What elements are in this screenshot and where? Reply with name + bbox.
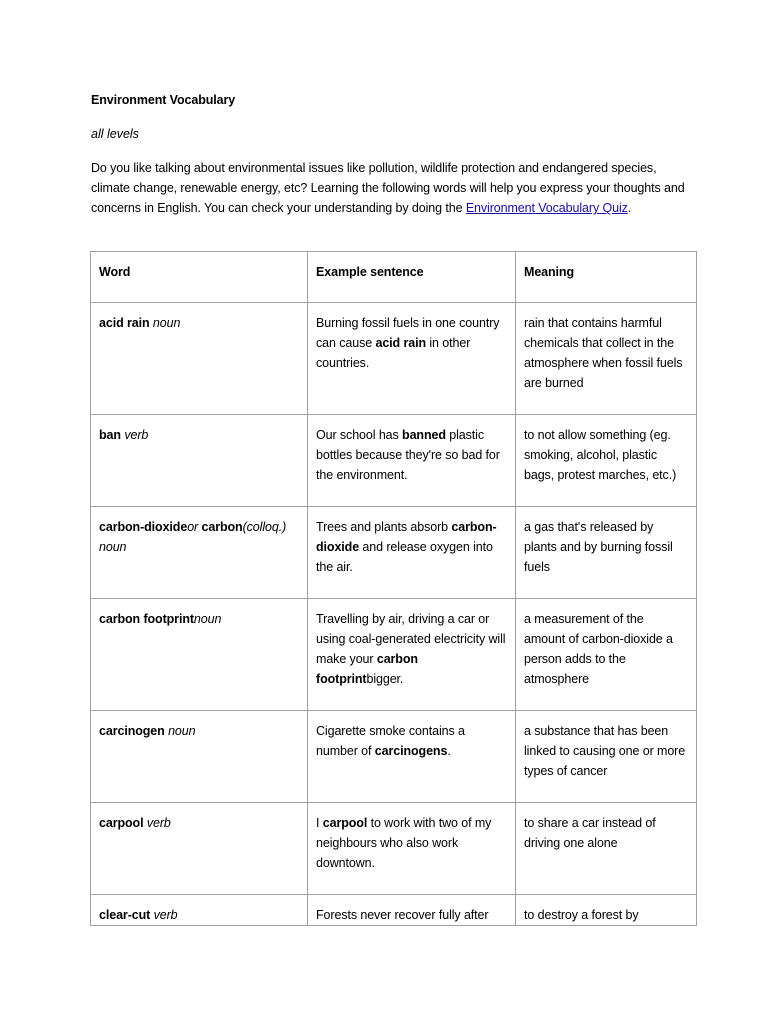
meaning-cell: a substance that has been linked to causing one or more types of cancer xyxy=(516,711,697,803)
intro-text-end: . xyxy=(627,201,632,215)
word-cell xyxy=(91,711,308,803)
word-term: carbon-dioxide xyxy=(99,520,188,534)
part-of-speech: verb xyxy=(153,908,178,922)
table-row xyxy=(91,711,697,803)
meaning-cell: to share a car instead of driving one alone xyxy=(516,803,697,895)
word-note: (colloq.) xyxy=(242,520,287,534)
part-of-speech: noun xyxy=(168,724,196,738)
example-cell xyxy=(308,711,516,803)
example-text: and release oxygen into the air. xyxy=(316,540,493,574)
part-of-speech: noun xyxy=(152,316,181,330)
word-cell xyxy=(91,303,308,415)
example-term: acid rain xyxy=(375,336,426,350)
example-text: Forests never recover fully after xyxy=(316,908,489,922)
word-term: carcinogen xyxy=(99,724,165,738)
word-alternative: carbon xyxy=(201,520,243,534)
quiz-link[interactable]: Environment Vocabulary Quiz xyxy=(465,201,628,215)
word-cell xyxy=(91,803,308,895)
example-cell xyxy=(308,507,516,599)
example-text: to work with two of my neighbours who also work downtown. xyxy=(316,816,492,870)
part-of-speech: noun xyxy=(99,540,127,554)
table-row xyxy=(91,803,697,895)
example-text: . xyxy=(447,744,451,758)
example-cell xyxy=(308,415,516,507)
page-title: Environment Vocabulary xyxy=(91,93,236,107)
vocabulary-table xyxy=(90,251,697,926)
meaning-cell: rain that contains harmful chemicals that collect in the atmosphere when fossil fuels are burned xyxy=(516,303,697,415)
word-cell xyxy=(91,599,308,711)
word-cell xyxy=(91,415,308,507)
example-text: I xyxy=(316,816,323,830)
example-text: Burning fossil fuels in one country can cause xyxy=(316,316,500,350)
part-of-speech: noun xyxy=(193,612,222,626)
example-text: Cigarette smoke contains a number of xyxy=(316,724,465,758)
example-text: Trees and plants absorb xyxy=(316,520,452,534)
example-text: Travelling by air, driving a car or using coal-generated electricity will make your xyxy=(316,612,506,666)
meaning-cell: a gas that's released by plants and by burning fossil fuels xyxy=(516,507,697,599)
example-term: carbon footprint xyxy=(316,652,418,686)
word-separator: or xyxy=(187,520,202,534)
header-example: Example sentence xyxy=(308,252,516,303)
example-text: bigger. xyxy=(366,672,404,686)
table-row xyxy=(91,507,697,599)
table-row xyxy=(91,415,697,507)
word-term: acid rain xyxy=(99,316,150,330)
word-term: carbon footprint xyxy=(99,612,194,626)
example-cell xyxy=(308,803,516,895)
example-cell xyxy=(308,303,516,415)
example-term: carbon-dioxide xyxy=(316,520,497,554)
table-row xyxy=(91,303,697,415)
table-row xyxy=(91,599,697,711)
intro-paragraph xyxy=(91,158,691,218)
meaning-cell: to not allow something (eg. smoking, alcohol, plastic bags, protest marches, etc.) xyxy=(516,415,697,507)
example-text: in other countries. xyxy=(316,336,471,370)
word-cell xyxy=(91,507,308,599)
meaning-cell: to destroy a forest by xyxy=(516,895,697,926)
meaning-cell: a measurement of the amount of carbon-dioxide a person adds to the atmosphere xyxy=(516,599,697,711)
example-term: carpool xyxy=(322,816,368,830)
header-meaning: Meaning xyxy=(516,252,697,303)
page-subtitle: all levels xyxy=(91,127,139,141)
word-term: carpool xyxy=(99,816,144,830)
part-of-speech: verb xyxy=(124,428,149,442)
example-cell xyxy=(308,895,516,926)
word-term: ban xyxy=(99,428,121,442)
example-term: banned xyxy=(402,428,446,442)
part-of-speech: verb xyxy=(146,816,171,830)
table-row xyxy=(91,895,697,926)
example-cell xyxy=(308,599,516,711)
example-text: Our school has xyxy=(316,428,403,442)
table-header-row xyxy=(91,252,697,303)
header-word: Word xyxy=(91,252,308,303)
example-text: plastic bottles because they're so bad for the environment. xyxy=(316,428,500,482)
word-cell xyxy=(91,895,308,926)
intro-text: Do you like talking about environmental issues like pollution, wildlife protection and endangered species, climate change, renewable energy, etc? Learning the following words will help you express your thoughts and concerns in English. You can check your understanding by doing the xyxy=(91,161,685,215)
example-term: carcinogens xyxy=(374,744,448,758)
word-term: clear-cut xyxy=(99,908,151,922)
